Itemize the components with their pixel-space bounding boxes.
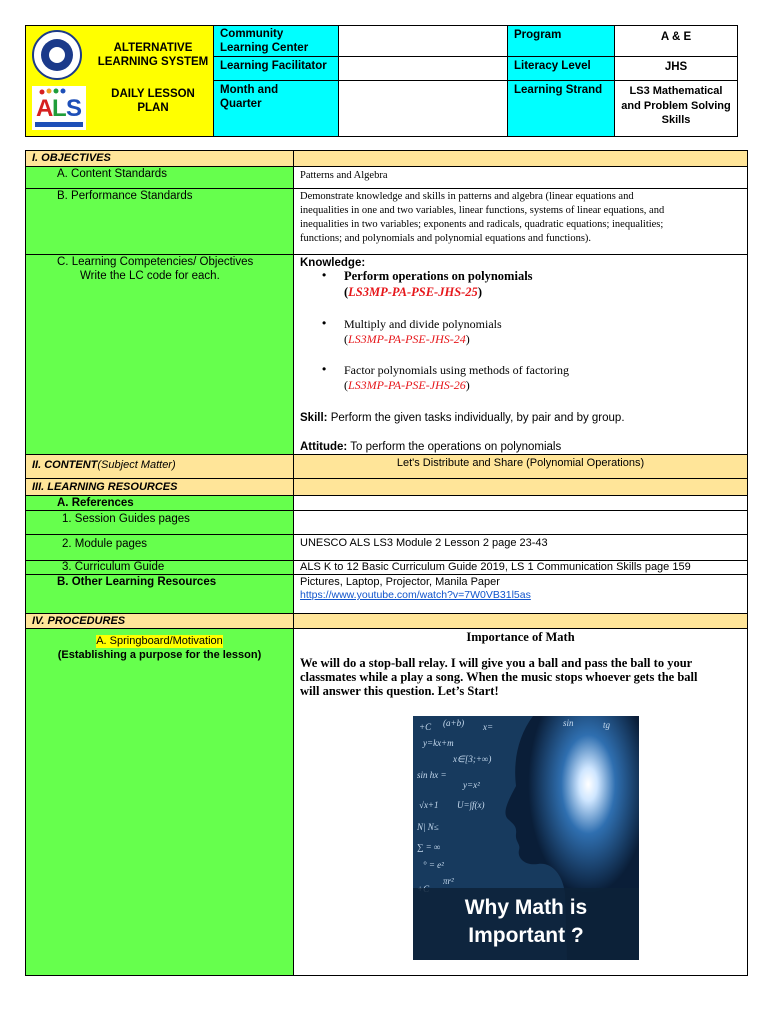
references-row (26, 496, 747, 511)
skill-label: Skill: (300, 412, 328, 424)
competencies-label-2: Write the LC code for each. (80, 270, 220, 282)
springboard-row (26, 629, 747, 975)
svg-text:sin: sin (563, 718, 574, 728)
attitude-label: Attitude: (300, 441, 348, 453)
strand-value-1: LS3 Mathematical (629, 85, 723, 97)
svg-text:N| N≤: N| N≤ (417, 822, 439, 832)
competency-text-3: Factor polynomials using methods of factoring (344, 363, 569, 377)
springboard-label: A. Springboard/Motivation (96, 635, 223, 647)
literacy-value-cell (615, 57, 737, 81)
program-label-cell (508, 26, 615, 57)
clc-label-2: Learning Center (220, 42, 309, 54)
lesson-plan-table (25, 150, 748, 976)
svg-text:tg: tg (603, 720, 611, 730)
strand-value-2: and Problem Solving (621, 99, 731, 112)
curriculum-label: 3. Curriculum Guide (62, 561, 165, 573)
svg-text:x∈[3;+∞): x∈[3;+∞) (453, 754, 492, 764)
month-value-cell[interactable] (339, 81, 508, 136)
strand-label: Learning Strand (514, 84, 603, 96)
attitude-text: To perform the operations on polynomials (350, 441, 562, 453)
references-label: A. References (57, 497, 134, 509)
performance-line-3: inequalities in two variables; exponents and radicals, quadratic equations; inequalities; (300, 219, 664, 230)
literacy-label: Literacy Level (514, 60, 591, 72)
skill-text: Perform the given tasks individually, by pair and by group. (330, 412, 625, 424)
other-resources-value: Pictures, Laptop, Projector, Manila Paper (300, 576, 500, 588)
content-section-subtitle: (Subject Matter) (97, 459, 176, 471)
resources-section-title: III. LEARNING RESOURCES (32, 481, 178, 493)
svg-text:+C: +C (419, 722, 432, 732)
competency-text-2: Multiply and divide polynomials (344, 317, 502, 331)
content-standards-label: A. Content Standards (57, 168, 167, 180)
other-resources-label: B. Other Learning Resources (57, 576, 217, 588)
strand-value-3: Skills (661, 114, 691, 126)
svg-text:√x+1: √x+1 (419, 800, 439, 810)
session-guides-row (26, 511, 747, 535)
clc-value-cell[interactable] (339, 26, 508, 57)
other-resources-row (26, 575, 747, 614)
youtube-link[interactable]: https://www.youtube.com/watch?v=7W0VB31l5as (300, 589, 531, 601)
session-guides-value (294, 511, 747, 534)
svg-text:sin hx =: sin hx = (417, 770, 447, 780)
module-value: UNESCO ALS LS3 Module 2 Lesson 2 page 23-43 (300, 537, 548, 549)
clc-label-1: Community (220, 28, 284, 40)
performance-standards-label: B. Performance Standards (57, 190, 193, 202)
svg-text:S: S (66, 95, 83, 122)
svg-text:° = e²: ° = e² (423, 860, 444, 870)
svg-text:y=x²: y=x² (463, 780, 480, 790)
springboard-sublabel: (Establishing a purpose for the lesson) (57, 649, 262, 661)
svg-text:y=kx+m: y=kx+m (423, 738, 454, 748)
doc-title-line1: DAILY LESSON (111, 88, 195, 100)
performance-line-1: Demonstrate knowledge and skills in patterns and algebra (linear equations and (300, 191, 634, 202)
svg-text:πr²: πr² (443, 876, 454, 886)
attitude-line (300, 440, 561, 454)
instructions-line-1: We will do a stop-ball relay. I will give you a ball and pass the ball to your (300, 656, 693, 670)
image-caption-line-1: Why Math is (464, 896, 588, 919)
competencies-row: C. Learning Competencies/ Objectives Write the LC code for each. Knowledge: • Perform operations on polynomials (LS3MP-PA-PSE-JHS-25) • Multiply and divide polynomials (LS3MP-PA-PSE-JHS-24) • Factor polynomials using methods of factoring (LS3MP-PA-PSE-JHS-26) Skill: Perform the given tasks individually, by pair and by group. Attitude: To perform the operations on polynomials (26, 255, 747, 455)
month-label-cell (214, 81, 339, 136)
org-name-line2: LEARNING SYSTEM (97, 56, 209, 68)
literacy-label-cell (508, 57, 615, 81)
resources-header-row (26, 479, 747, 496)
facilitator-value-cell[interactable] (339, 57, 508, 81)
content-standards-value: Patterns and Algebra (300, 170, 388, 181)
performance-line-2: inequalities in one and two variables, linear functions, systems of linear equations, and (300, 205, 665, 216)
literacy-value: JHS (664, 61, 688, 73)
strand-value-cell (615, 81, 737, 136)
month-label-2: Quarter (220, 98, 262, 110)
procedures-section-title: IV. PROCEDURES (32, 615, 126, 627)
instructions-line-3: will answer this question. Let’s Start! (300, 684, 499, 698)
content-standards-row (26, 167, 747, 189)
competency-code-1: LS3MP-PA-PSE-JHS-25 (348, 285, 478, 299)
header-table (25, 25, 738, 137)
clc-label-cell (214, 26, 339, 57)
objectives-header-row (26, 151, 747, 167)
svg-text:∑ = ∞: ∑ = ∞ (417, 842, 441, 852)
header-title-cell (26, 26, 214, 136)
competency-text-1: Perform operations on polynomials (344, 269, 533, 283)
procedures-header-row (26, 614, 747, 629)
competencies-label-1: C. Learning Competencies/ Objectives (57, 256, 254, 268)
module-label: 2. Module pages (62, 538, 148, 550)
instructions-line-2: classmates while a play a song. When the music stops whoever gets the ball (300, 670, 698, 684)
performance-line-4: functions; and polynomials and polynomial equations and functions). (300, 233, 592, 244)
facilitator-label-cell (214, 57, 339, 81)
competency-code-3: LS3MP-PA-PSE-JHS-26 (348, 378, 466, 392)
curriculum-row (26, 561, 747, 575)
competency-code-2: LS3MP-PA-PSE-JHS-24 (348, 332, 466, 346)
knowledge-label: Knowledge: (300, 257, 366, 269)
content-row (26, 455, 747, 479)
doc-title-line2: PLAN (137, 102, 169, 114)
performance-standards-row (26, 189, 747, 255)
program-value: A & E (660, 31, 692, 43)
content-value: Let's Distribute and Share (Polynomial Operations) (396, 457, 645, 469)
svg-text:L: L (52, 95, 67, 122)
module-row (26, 535, 747, 561)
springboard-title: Importance of Math (466, 630, 575, 644)
svg-text:x=: x= (483, 722, 494, 732)
curriculum-value: ALS K to 12 Basic Curriculum Guide 2019, LS 1 Communication Skills page 159 (300, 561, 691, 573)
objectives-section-title: I. OBJECTIVES (32, 152, 111, 164)
content-section-title: II. CONTENT (32, 459, 98, 471)
als-logo-icon (32, 86, 86, 130)
svg-text:U=∫f(x): U=∫f(x) (457, 800, 485, 810)
image-caption-line-2: Important ? (468, 924, 584, 947)
org-name-line1: ALTERNATIVE (113, 42, 193, 54)
month-label-1: Month and (220, 84, 279, 96)
program-value-cell (615, 26, 737, 57)
facilitator-label: Learning Facilitator (220, 60, 327, 72)
program-label: Program (514, 29, 562, 41)
skill-line (300, 411, 625, 425)
strand-label-cell (508, 81, 615, 136)
svg-text:A: A (36, 95, 54, 122)
why-math-image (413, 716, 639, 960)
session-guides-label: 1. Session Guides pages (62, 513, 190, 525)
svg-text:(a+b): (a+b) (443, 718, 465, 728)
deped-seal-icon (32, 30, 82, 80)
